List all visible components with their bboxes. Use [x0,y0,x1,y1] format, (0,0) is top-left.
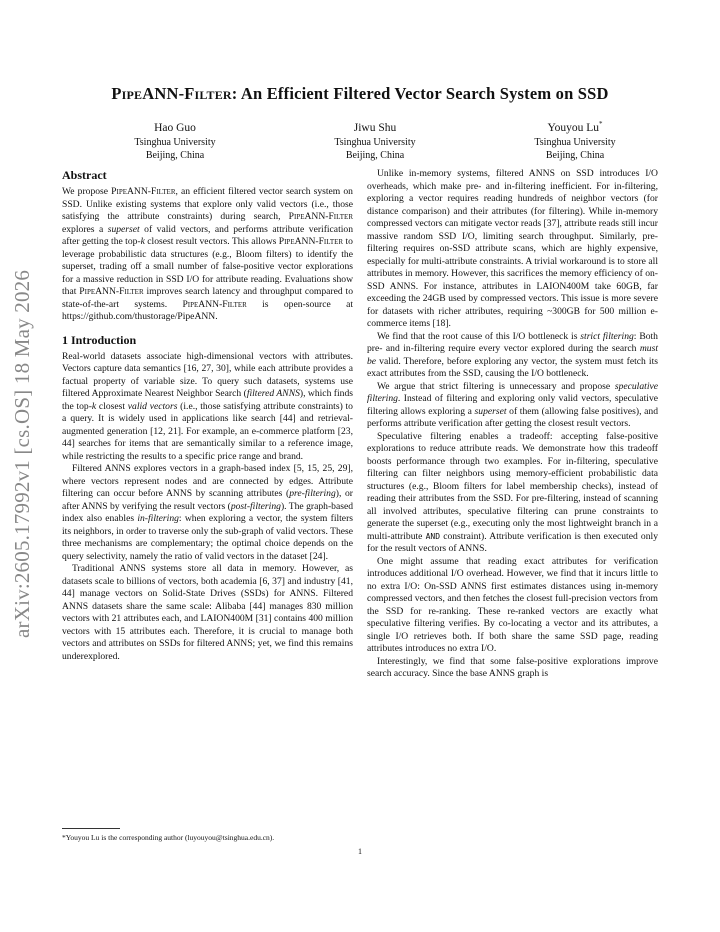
paper-title: PipeANN-Filter: An Efficient Filtered Vector Search System on SSD [111,84,609,103]
left-column [62,168,353,663]
author-affiliation: Tsinghua University [534,136,616,148]
author-block [75,117,675,163]
body-paragraph: Filtered ANNS explores vectors in a graph-based index [5, 15, 25, 29], where vectors represent nodes and are connected by edges. Attribute filtering can occur before ANNS by scanning attributes (pre-filtering), or after ANNS by verifying the result vectors (post-filtering). The graph-based index also enables in-filtering: when exploring a vector, the system filters its neighbors, in order to traverse only the sub-graph of valid vectors. These three mechanisms are complementary; the optimal choice depends on the query selectivity, namely the ratio of valid vectors in the dataset [24]. [62,463,354,562]
page-number: 1 [358,847,362,856]
author-card [475,117,675,163]
footnote: *Youyou Lu is the corresponding author (luyouyou@tsinghua.edu.cn). [62,833,275,842]
author-card [275,117,475,163]
arxiv-identifier: arXiv:2605.17992v1 [cs.OS] 18 May 2026 [10,269,34,638]
body-paragraph: Interestingly, we find that some false-positive explorations improve search accuracy. Since the base ANNS graph is [367,655,658,679]
author-location: Beijing, China [545,150,605,162]
author-name: Jiwu Shu [353,121,397,134]
author-name: Hao Guo [154,121,196,134]
author-affiliation: Tsinghua University [334,136,416,148]
footnote-rule [62,828,120,829]
author-affiliation: Tsinghua University [134,136,216,148]
right-column [367,168,658,681]
body-paragraph: Traditional ANNS systems store all data in memory. However, as datasets scale to billions of vectors, both academia [6, 37] and industry [41, 44] manage vectors on Solid-State Drives (SSDs) for ANNS. Filtered ANNS datasets share the same scale: Alibaba [44] manages 830 million vectors with 21 attributes each, and LAION400M [31] contains 400 million vectors with 15 attributes each. Therefore, it is crucial to manage both vectors and attributes on SSDs for filtered ANNS; yet, we find this remains underexplored. [62,563,353,662]
abstract-text: We propose PipeANN-Filter, an efficient filtered vector search system on SSD. Unlike existing systems that explore only valid vectors (i.e., those satisfying the attribute constraints) during search, PipeANN-Filter explores a superset of valid vectors, and performs attribute verification after getting the top-k closest result vectors. This allows PipeANN-Filter to leverage probabilistic data structures (e.g., Bloom filters) to identify the superset, trading off a small number of false-positive vector explorations for a massive reduction in SSD I/O for attribute reading. Evaluations show that PipeANN-Filter improves search latency and throughput compared to state-of-the-art systems. PipeANN-Filter is open-source at https://github.com/thustorage/PipeANN. [62,186,353,322]
body-paragraph: We find that the root cause of this I/O bottleneck is strict filtering: Both pre- and in-filtering require every vector explored during the search must be valid. Therefore, before exploring any vector, the system must fetch its exact attributes from the SSD, causing the I/O bottleneck. [367,330,658,379]
body-paragraph: One might assume that reading exact attributes for verification introduces additional I/O overhead. However, we find that it incurs little to no extra I/O: On-SSD ANNS first estimates distances using in-memory compressed vectors, and then fetches the closest full-precision vectors from the SSD for re-ranking. These re-ranked vectors are exactly what speculative filtering verifies. By co-locating a vector and its attributes, a single I/O retrieves both. If both share the same SSD page, reading attributes introduces no extra I/O. [367,555,658,654]
body-paragraph: Real-world datasets associate high-dimensional vectors with attributes. Vectors capture data semantics [16, 27, 30], while each attribute provides a factual property of variable size. To query such datasets, systems use filtered Approximate Nearest Neighbor Search (filtered ANNS), which finds the top-k closest valid vectors (i.e., those satisfying attribute constraints) to a query. It is widely used in applications like search [44] and retrieval-augmented generation [12, 21]. For example, an e-commerce platform [23, 44] searches for items that are semantically similar to a reference image, while restricting the results to a specific price range and brand. [62,350,353,462]
author-location: Beijing, China [145,150,205,162]
author-location: Beijing, China [345,150,405,162]
introduction-heading: 1 Introduction [62,332,137,347]
author-card [75,117,275,163]
body-paragraph: Unlike in-memory systems, filtered ANNS on SSD introduces I/O overheads, which make pre- and in-filtering inefficient. For in-filtering, exploring a vector requires reading hundreds of neighbor vectors (for distance comparison) and their attributes (for filtering). While in-memory compressed vectors can mitigate vector reads [37], attribute reads still incur massive random SSD I/O, limiting search throughput. Similarly, pre-filtering requires on-SSD attribute scans, which are highly expensive, especially for multi-attribute constraints. A trivial workaround is to store all attributes in memory. However, this sacrifices the memory efficiency of on-SSD ANNS. For instance, attributes in LAION400M take 60GB, far exceeding the 24GB used by compressed vectors. This issue is more severe for datasets with richer attributes, requiring ~300GB for 500 million e-commerce items [18]. [367,168,658,329]
body-paragraph: We argue that strict filtering is unnecessary and propose speculative filtering. Instead of filtering and exploring only valid vectors, speculative filtering allows exploring a superset of them (allowing false positives), and performs attribute verification after getting the closest result vectors. [367,380,658,429]
author-name: Youyou Lu* [547,120,603,134]
body-paragraph: Speculative filtering enables a tradeoff: accepting false-positive explorations to reduce attribute reads. We demonstrate how this tradeoff boosts performance through two examples. For in-filtering, speculative filtering can filter neighbors using memory-efficient probabilistic data structures (e.g., Bloom filters for label membership checks), instead of reading their attributes from the SSD. For pre-filtering, instead of scanning all involved attributes, speculative filtering can prune constraints to generate the superset (e.g., executing only the most lightweight branch in a multi-attribute AND constraint). Attribute verification is then executed only for the result vectors of ANNS. [367,430,658,554]
abstract-heading: Abstract [62,168,107,182]
